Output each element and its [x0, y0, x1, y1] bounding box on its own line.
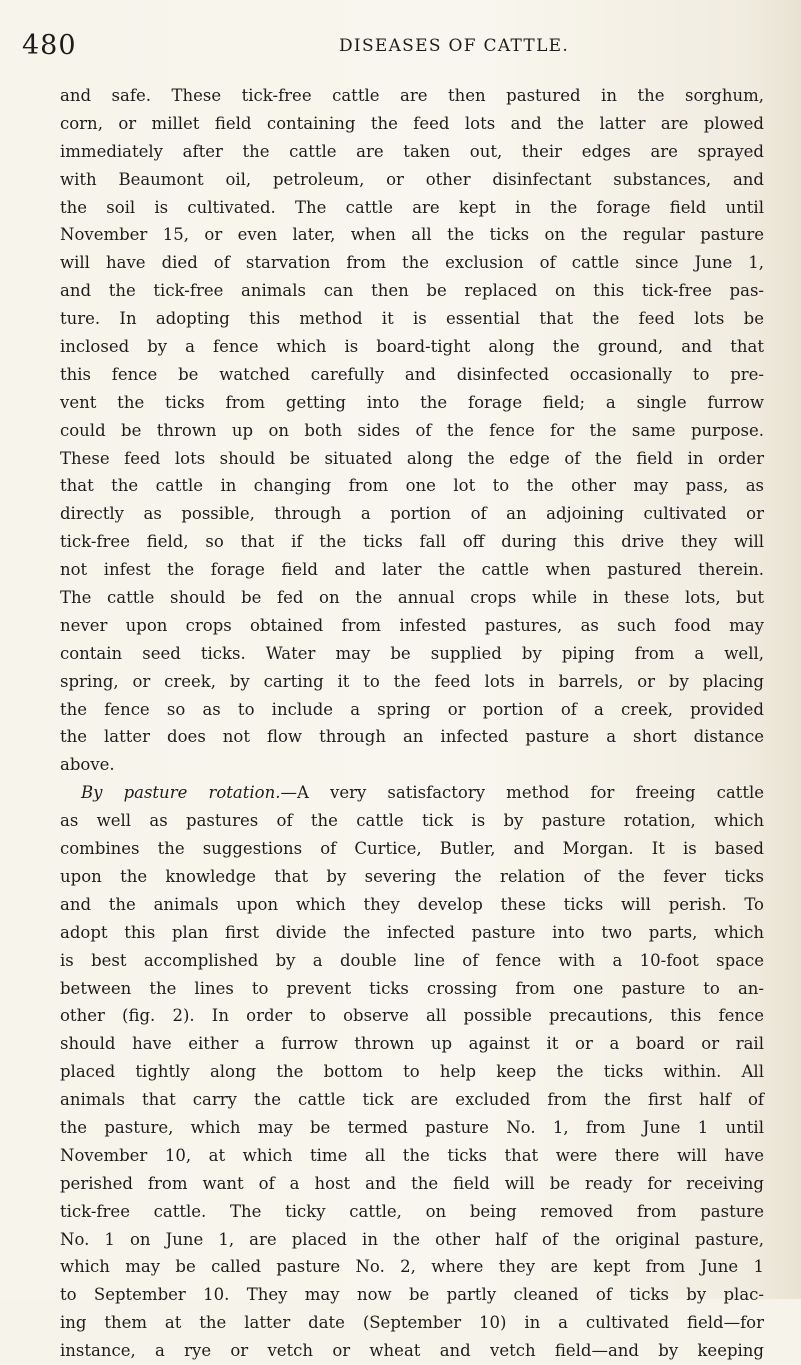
text-line: which may be called pasture No. 2, where they are kept from June 1 [60, 1257, 764, 1277]
text-line: tick-free cattle. The ticky cattle, on being removed from pasture [60, 1201, 764, 1221]
text-line: inclosed by a fence which is board-tight along the ground, and that [60, 337, 764, 357]
page-header [22, 30, 762, 64]
text-line: above. [60, 755, 115, 775]
paragraph-2 [60, 779, 764, 1365]
text-line: to September 10. They may now be partly cleaned of ticks by plac- [60, 1285, 764, 1305]
text-line: the latter does not flow through an infected pasture a short distance [60, 727, 764, 747]
text-line: could be thrown up on both sides of the fence for the same purpose. [60, 420, 764, 440]
section-heading: By pasture rotation. [81, 783, 281, 803]
text-line: combines the suggestions of Curtice, Butler, and Morgan. It is based [60, 839, 764, 859]
text-line: as well as pastures of the cattle tick is by pasture rotation, which [60, 811, 764, 831]
text-line: corn, or millet field containing the feed lots and the latter are plowed [60, 113, 764, 133]
text-line: These feed lots should be situated along the edge of the field in order [60, 448, 764, 468]
text-line: this fence be watched carefully and disinfected occasionally to pre- [60, 364, 764, 384]
text-line: November 10, at which time all the ticks that were there will have [60, 1145, 764, 1165]
text-line: The cattle should be fed on the annual crops while in these lots, but [60, 588, 764, 608]
text-line: ture. In adopting this method it is essential that the feed lots be [60, 309, 764, 329]
text-line: animals that carry the cattle tick are excluded from the first half of [60, 1090, 764, 1110]
paragraph-1 [60, 82, 764, 779]
text-line: other (fig. 2). In order to observe all possible precautions, this fence [60, 1006, 764, 1026]
text-line: No. 1 on June 1, are placed in the other half of the original pasture, [60, 1229, 764, 1249]
text-line: and safe. These tick-free cattle are then pastured in the sorghum, [60, 86, 764, 105]
text-line: adopt this plan first divide the infected pasture into two parts, which [60, 922, 764, 942]
text-line: should have either a furrow thrown up against it or a board or rail [60, 1034, 764, 1054]
text-line: will have died of starvation from the exclusion of cattle since June 1, [60, 253, 764, 273]
text-line: perished from want of a host and the field will be ready for receiving [60, 1173, 764, 1193]
text-line: with Beaumont oil, petroleum, or other disinfectant substances, and [60, 169, 764, 189]
text-line: —A very satisfactory method for freeing cattle [280, 783, 764, 803]
text-line: contain seed ticks. Water may be supplied by piping from a well, [60, 643, 764, 663]
text-line: vent the ticks from getting into the forage field; a single furrow [60, 392, 764, 412]
text-line: the pasture, which may be termed pasture No. 1, from June 1 until [60, 1117, 764, 1137]
page-number: 480 [22, 30, 77, 61]
text-line: that the cattle in changing from one lot to the other may pass, as [60, 476, 764, 496]
text-line: never upon crops obtained from infested pastures, as such food may [60, 615, 764, 635]
text-line: ing them at the latter date (September 10) in a cultivated field—for [60, 1313, 764, 1333]
text-line: November 15, or even later, when all the ticks on the regular pasture [60, 225, 764, 245]
body-text [60, 82, 764, 1365]
text-line: not infest the forage field and later the cattle when pastured therein. [60, 560, 764, 580]
text-line: is best accomplished by a double line of fence with a 10-foot space [60, 950, 764, 970]
text-line: tick-free field, so that if the ticks fall off during this drive they will [60, 532, 764, 552]
text-line: directly as possible, through a portion of an adjoining cultivated or [60, 504, 764, 524]
text-line: immediately after the cattle are taken out, their edges are sprayed [60, 141, 764, 161]
text-line: the soil is cultivated. The cattle are kept in the forage field until [60, 197, 764, 217]
text-line: between the lines to prevent ticks crossing from one pasture to an- [60, 978, 764, 998]
text-line: the fence so as to include a spring or portion of a creek, provided [60, 699, 764, 719]
text-line: upon the knowledge that by severing the relation of the fever ticks [60, 866, 764, 886]
text-line: and the animals upon which they develop these ticks will perish. To [60, 894, 764, 914]
paragraph-first-line [60, 779, 764, 807]
text-line: and the tick-free animals can then be replaced on this tick-free pas- [60, 281, 764, 301]
text-line: placed tightly along the bottom to help keep the ticks within. All [60, 1062, 764, 1082]
running-head: DISEASES OF CATTLE. [339, 36, 570, 56]
text-line: spring, or creek, by carting it to the feed lots in barrels, or by placing [60, 671, 764, 691]
text-line: instance, a rye or vetch or wheat and vetch field—and by keeping [60, 1341, 764, 1361]
